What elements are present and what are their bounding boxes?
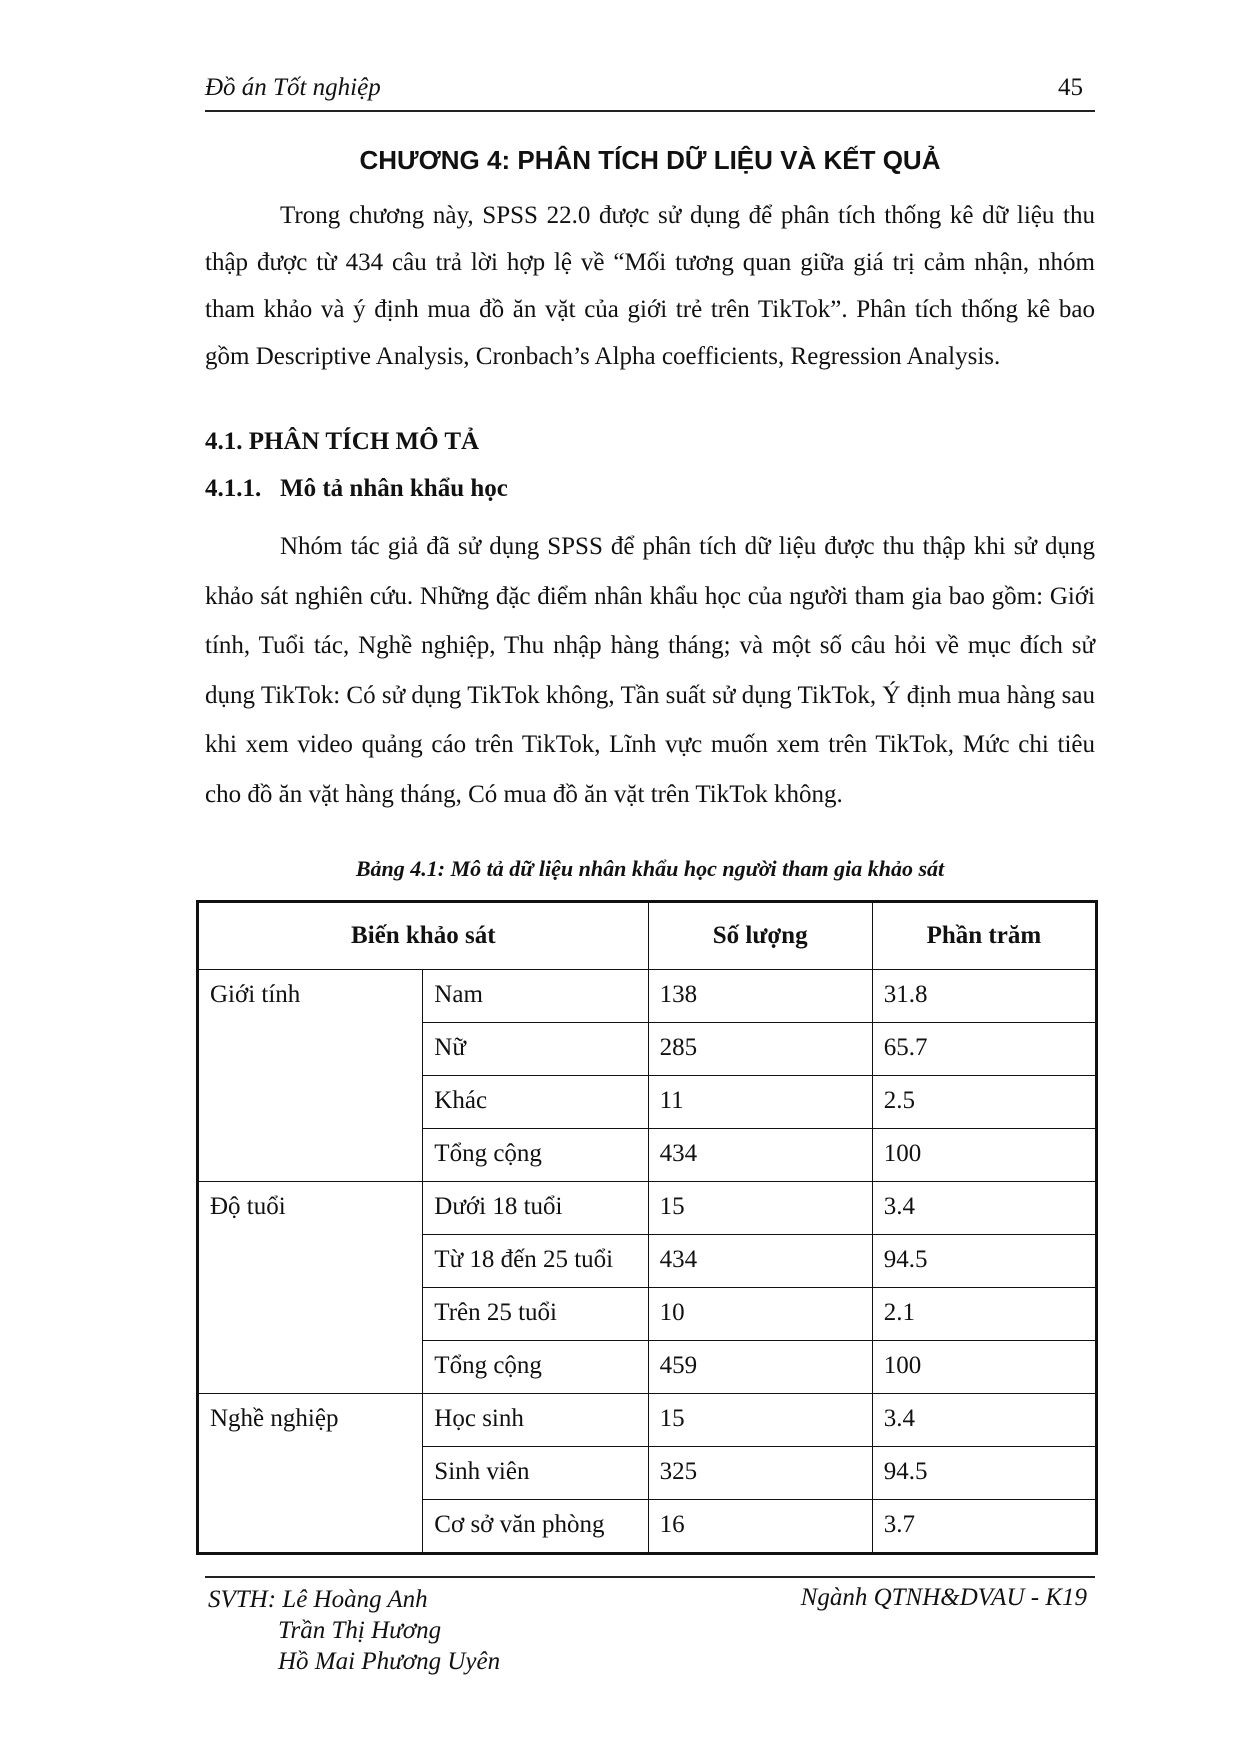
row-count: 11 <box>648 1076 872 1129</box>
row-count: 434 <box>648 1235 872 1288</box>
row-count: 285 <box>648 1023 872 1076</box>
row-percent: 3.4 <box>872 1394 1096 1447</box>
table-row <box>198 1394 1097 1447</box>
row-label: Từ 18 đến 25 tuổi <box>423 1235 648 1288</box>
student-name: Hồ Mai Phương Uyên <box>278 1648 501 1675</box>
row-count: 434 <box>648 1129 872 1182</box>
row-percent: 3.4 <box>872 1182 1096 1235</box>
page-footer <box>205 1576 1095 1675</box>
row-label: Học sinh <box>423 1394 648 1447</box>
row-count: 138 <box>648 970 872 1023</box>
header-variable: Biến khảo sát <box>198 902 649 970</box>
page-header <box>205 72 1095 112</box>
row-percent: 100 <box>872 1129 1096 1182</box>
row-label: Tổng cộng <box>423 1129 648 1182</box>
page-number: 45 <box>1058 74 1083 101</box>
table-row <box>198 970 1097 1023</box>
student-names <box>208 1584 500 1677</box>
row-label: Khác <box>423 1076 648 1129</box>
student-name: SVTH: Lê Hoàng Anh <box>208 1586 428 1613</box>
group-label: Độ tuổi <box>198 1182 423 1394</box>
row-percent: 100 <box>872 1341 1096 1394</box>
header-title: Đồ án Tốt nghiệp <box>205 74 381 101</box>
program-label: Ngành QTNH&DVAU - K19 <box>800 1584 1087 1611</box>
chapter-title: CHƯƠNG 4: PHÂN TÍCH DỮ LIỆU VÀ KẾT QUẢ <box>359 145 941 175</box>
row-percent: 65.7 <box>872 1023 1096 1076</box>
row-label: Sinh viên <box>423 1447 648 1500</box>
subsection-title: Mô tả nhân khẩu học <box>280 475 508 502</box>
group-label: Giới tính <box>198 970 423 1182</box>
row-count: 15 <box>648 1394 872 1447</box>
table-header-row <box>198 902 1097 970</box>
row-label: Cơ sở văn phòng <box>423 1500 648 1554</box>
row-label: Trên 25 tuổi <box>423 1288 648 1341</box>
subsection-number: 4.1.1. <box>205 475 262 502</box>
row-label: Nữ <box>423 1023 648 1076</box>
subsection-heading <box>205 475 508 503</box>
header-count: Số lượng <box>648 902 872 970</box>
intro-paragraph: Trong chương này, SPSS 22.0 được sử dụng để phân tích thống kê dữ liệu thu thập được từ 434 câu trả lời hợp lệ về “Mối tương quan giữa giá trị cảm nhận, nhóm tham khảo và ý định mua đồ ăn vặt của giới trẻ trên TikTok”. Phân tích thống kê bao gồm Descriptive Analysis, Cronbach’s Alpha coefficients, Regression Analysis. <box>205 202 1095 370</box>
row-label: Dưới 18 tuổi <box>423 1182 648 1235</box>
row-count: 16 <box>648 1500 872 1554</box>
row-count: 10 <box>648 1288 872 1341</box>
row-label: Tổng cộng <box>423 1341 648 1394</box>
row-label: Nam <box>423 970 648 1023</box>
row-percent: 3.7 <box>872 1500 1096 1554</box>
table-row <box>198 1182 1097 1235</box>
demographics-table <box>196 900 1098 1555</box>
row-percent: 2.5 <box>872 1076 1096 1129</box>
row-count: 325 <box>648 1447 872 1500</box>
group-label: Nghề nghiệp <box>198 1394 423 1554</box>
section-heading: 4.1. PHÂN TÍCH MÔ TẢ <box>205 428 480 455</box>
row-percent: 94.5 <box>872 1235 1096 1288</box>
row-percent: 2.1 <box>872 1288 1096 1341</box>
row-percent: 31.8 <box>872 970 1096 1023</box>
header-percent: Phần trăm <box>872 902 1096 970</box>
row-count: 15 <box>648 1182 872 1235</box>
body-paragraph: Nhóm tác giả đã sử dụng SPSS để phân tích dữ liệu được thu thập khi sử dụng khảo sát nghiên cứu. Những đặc điểm nhân khẩu học của người tham gia bao gồm: Giới tính, Tuổi tác, Nghề nghiệp, Thu nhập hàng tháng; và một số câu hỏi về mục đích sử dụng TikTok: Có sử dụng TikTok không, Tần suất sử dụng TikTok, Ý định mua hàng sau khi xem video quảng cáo trên TikTok, Lĩnh vực muốn xem trên TikTok, Mức chi tiêu cho đồ ăn vặt hàng tháng, Có mua đồ ăn vặt trên TikTok không. <box>205 533 1095 808</box>
row-percent: 94.5 <box>872 1447 1096 1500</box>
student-name: Trần Thị Hương <box>278 1617 442 1644</box>
row-count: 459 <box>648 1341 872 1394</box>
table-caption: Bảng 4.1: Mô tả dữ liệu nhân khẩu học người tham gia khảo sát <box>355 856 945 881</box>
